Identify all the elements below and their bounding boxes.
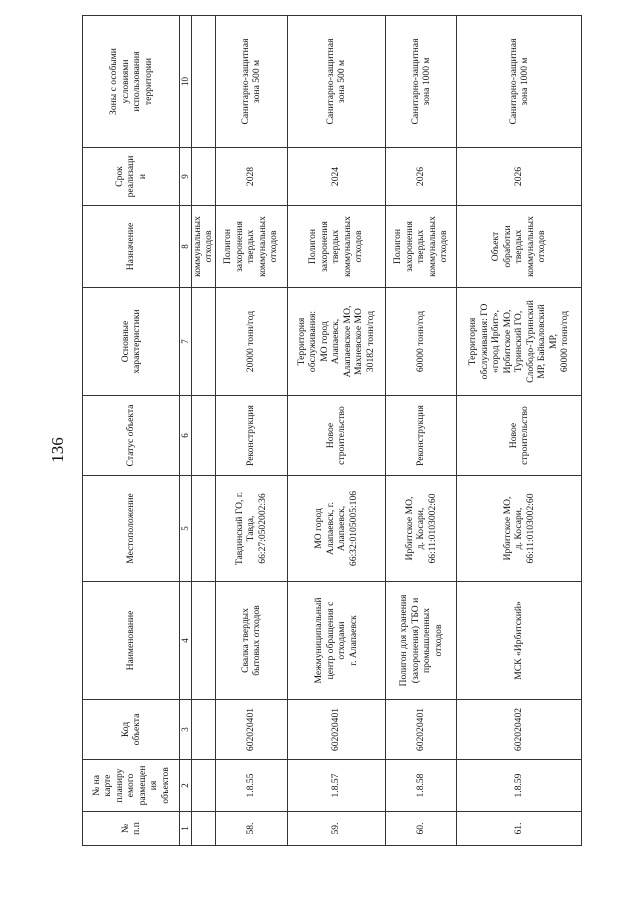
row-characteristics: Территория обслуживания: ГО «город Ирбит», Ирбитское МО, Туринский ГО, Слободо-Туринский МР, Байкаловский МР, 60000 тонн/год xyxy=(457,288,582,396)
row-code: 602020401 xyxy=(287,700,385,760)
row-zones: Санитарно-защитная зона 500 м xyxy=(287,16,385,148)
row-n: 59. xyxy=(287,812,385,846)
row-location: Ирбитское МО, д. Косари, 66:11:0103002:60 xyxy=(457,476,582,582)
row-zones: Санитарно-защитная зона 1000 м xyxy=(385,16,457,148)
row-term: 2028 xyxy=(215,148,287,206)
row-status: Реконструкция xyxy=(215,396,287,476)
column-number-row xyxy=(180,16,192,846)
table-row xyxy=(215,16,287,846)
row-term: 2026 xyxy=(385,148,457,206)
row-code: 602020401 xyxy=(215,700,287,760)
col-number: 7 xyxy=(180,288,192,396)
table-row xyxy=(457,16,582,846)
row-zones: Санитарно-защитная зона 1000 м xyxy=(457,16,582,148)
col-header-name: Наименование xyxy=(83,582,180,700)
row-status: Реконструкция xyxy=(385,396,457,476)
col-header-characteristics: Основные характеристики xyxy=(83,288,180,396)
col-header-zones: Зоны с особыми условиями использования территории xyxy=(83,16,180,148)
col-header-location: Местоположение xyxy=(83,476,180,582)
row-n: 58. xyxy=(215,812,287,846)
row-purpose: Объект обработки твердых коммунальных отходов xyxy=(457,206,582,288)
row-purpose: Полигон захоронения твердых коммунальных отходов xyxy=(385,206,457,288)
col-number: 4 xyxy=(180,582,192,700)
col-number: 6 xyxy=(180,396,192,476)
row-zones: Санитарно-защитная зона 500 м xyxy=(215,16,287,148)
row-map-no: 1.8.57 xyxy=(287,760,385,812)
row-term: 2026 xyxy=(457,148,582,206)
col-header-map-no: № на карте планиру емого размещен ия объектов xyxy=(83,760,180,812)
page-number: 136 xyxy=(48,437,67,463)
rotated-table-wrapper xyxy=(82,16,582,846)
col-header-code: Код объекта xyxy=(83,700,180,760)
row-name: МСК «Ирбитский» xyxy=(457,582,582,700)
col-header-purpose: Назначение xyxy=(83,206,180,288)
objects-table xyxy=(82,15,582,846)
row-characteristics: 60000 тонн/год xyxy=(385,288,457,396)
col-header-status: Статус объекта xyxy=(83,396,180,476)
row-location: МО город Алапаевск, г. Алапаевск, 66:32:0105005:106 xyxy=(287,476,385,582)
row-map-no: 1.8.58 xyxy=(385,760,457,812)
row-characteristics: Территория обслуживания: МО город Алапаевск, Алапаевское МО, Махневское МО 30182 тонн/год xyxy=(287,288,385,396)
row-name: Полигон для хранения (захоронения) ТБО и промышленных отходов xyxy=(385,582,457,700)
row-characteristics: 20000 тонн/год xyxy=(215,288,287,396)
row-name: Свалка твердых бытовых отходов xyxy=(215,582,287,700)
row-status: Новое строительство xyxy=(287,396,385,476)
row-term: 2024 xyxy=(287,148,385,206)
row-n: 60. xyxy=(385,812,457,846)
col-number: 3 xyxy=(180,700,192,760)
row-code: 602020401 xyxy=(385,700,457,760)
row-code: 602020402 xyxy=(457,700,582,760)
col-number: 9 xyxy=(180,148,192,206)
row-status: Новое строительство xyxy=(457,396,582,476)
col-number: 8 xyxy=(180,206,192,288)
col-number: 1 xyxy=(180,812,192,846)
row-location: Ирбитское МО, д. Косари, 66:11:0103002:60 xyxy=(385,476,457,582)
col-number: 5 xyxy=(180,476,192,582)
row-n: 61. xyxy=(457,812,582,846)
row-map-no: 1.8.55 xyxy=(215,760,287,812)
row-purpose: Полигон захоронения твердых коммунальных отходов xyxy=(287,206,385,288)
continuation-purpose: коммунальных отходов xyxy=(191,206,215,288)
row-location: Тавдинский ГО, г. Тавда, 66:27:0502002:36 xyxy=(215,476,287,582)
col-header-term: Срок реализаци и xyxy=(83,148,180,206)
row-name: Межмуниципальный центр обращения с отходами г. Алапаевск xyxy=(287,582,385,700)
table-row xyxy=(385,16,457,846)
continuation-row xyxy=(191,16,215,846)
row-purpose: Полигон захоронения твердых коммунальных отходов xyxy=(215,206,287,288)
col-number: 2 xyxy=(180,760,192,812)
table-row xyxy=(287,16,385,846)
header-row xyxy=(83,16,180,846)
row-map-no: 1.8.59 xyxy=(457,760,582,812)
col-number: 10 xyxy=(180,16,192,148)
col-header-n: № п.п xyxy=(83,812,180,846)
